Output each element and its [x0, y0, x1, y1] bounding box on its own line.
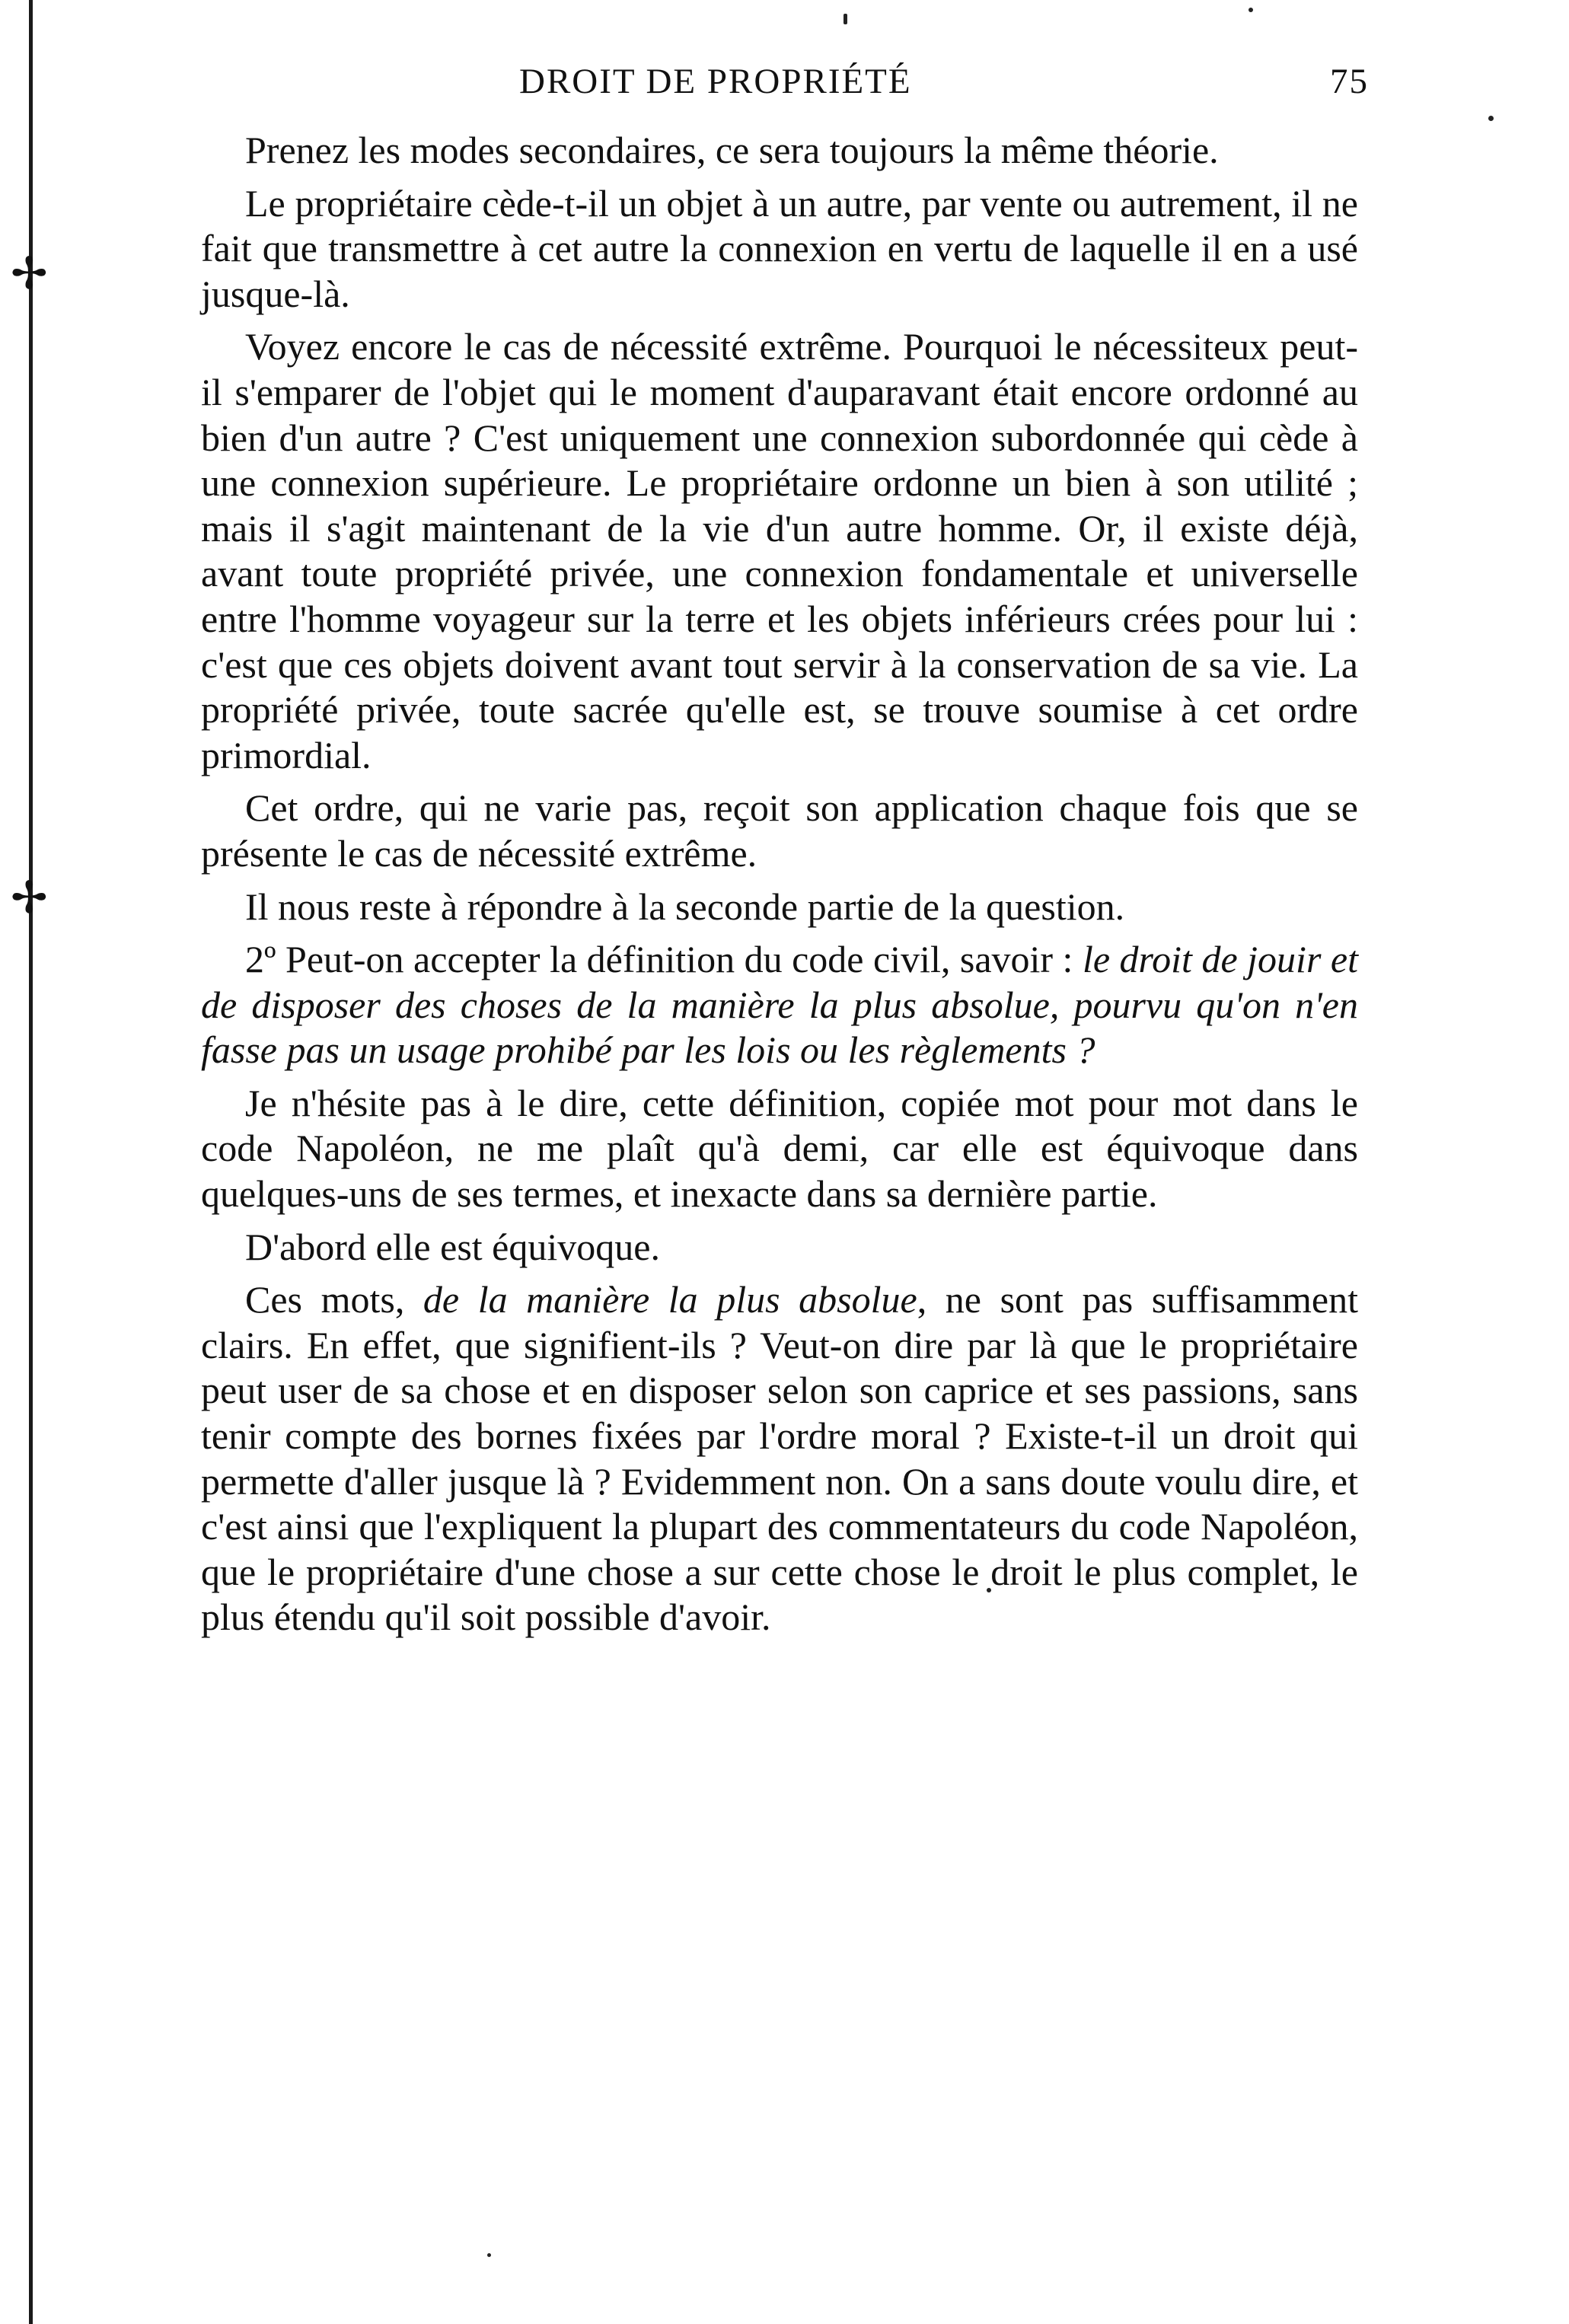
text-segment: , ne sont pas suffisamment clairs. En effet, que signifient-ils ? Veut-on dire par là que le propriétaire peut user de sa chose et en disposer selon son caprice et ses passions, sans tenir compte des bornes fixées par l'ordre moral ? Existe-t-il un droit qui permette d'aller jusque là ? Evidemment non. On a sans doute voulu dire, et c'est ainsi que l'expliquent la plupart des commentateurs du code Napoléon, que le propriétaire d'une chose a sur cette chose le droit le plus complet, le plus étendu qu'il soit possible d'avoir. — [201, 1278, 1358, 1639]
running-head — [196, 55, 1369, 108]
print-speck — [1249, 8, 1253, 12]
paragraph-p2 — [201, 181, 1358, 317]
margin-mark-icon: ✢ — [11, 872, 48, 923]
text-segment: Ces mots, — [245, 1278, 423, 1321]
text-segment: 2º Peut-on accepter la définition du code civil, savoir : — [245, 938, 1083, 981]
paragraph-p5 — [201, 885, 1358, 930]
text-segment: Le propriétaire cède-t-il un objet à un autre, par vente ou autrement, il ne fait que transmettre à cet autre la connexion en vertu de laquelle il en a usé jusque-là. — [201, 181, 1358, 315]
text-segment: Cet ordre, qui ne varie pas, reçoit son application chaque fois que se présente le cas de nécessité extrême. — [201, 786, 1358, 875]
print-speck — [487, 2253, 491, 2257]
page-number: 75 — [1330, 62, 1369, 101]
running-head-title: DROIT DE PROPRIÉTÉ — [519, 62, 912, 101]
margin-binding-line — [29, 0, 33, 2324]
paragraph-p3 — [201, 324, 1358, 778]
paragraph-p9 — [201, 1277, 1358, 1640]
paragraph-p6 — [201, 937, 1358, 1073]
print-speck — [1488, 116, 1494, 121]
text-segment: Voyez encore le cas de nécessité extrême. Pourquoi le nécessiteux peut-il s'emparer de l'objet qui le moment d'auparavant était encore ordonné au bien d'un autre ? C'est uniquement une connexion subordonnée qui cède à une connexion supérieure. Le propriétaire ordonne un bien à son utilité ; mais il s'agit maintenant de la vie d'un autre homme. Or, il existe déjà, avant toute propriété privée, une connexion fondamentale et universelle entre l'homme voyageur sur la terre et les objets inférieurs crées pour lui : c'est que ces objets doivent avant tout servir à la conservation de sa vie. La propriété privée, toute sacrée qu'elle est, se trouve soumise à cet ordre primordial. — [201, 325, 1358, 776]
text-segment: Je n'hésite pas à le dire, cette définition, copiée mot pour mot dans le code Napoléon, ne me plaît qu'à demi, car elle est équivoque dans quelques-uns de ses termes, et inexacte dans sa dernière partie. — [201, 1081, 1358, 1216]
paragraph-p4 — [201, 786, 1358, 876]
text-segment: Prenez les modes secondaires, ce sera toujours la même théorie. — [245, 129, 1219, 171]
italic-text: le droit de jouir et de disposer des choses de la manière la plus absolue, pourvu qu'on n'en fasse pas un usage prohibé par les lois ou les règlements ? — [201, 938, 1358, 1072]
text-segment: D'abord elle est équivoque. — [245, 1225, 660, 1268]
margin-mark-icon: ✢ — [11, 247, 48, 299]
text-segment: Il nous reste à répondre à la seconde partie de la question. — [245, 885, 1125, 928]
italic-text: de la manière la plus absolue — [423, 1278, 917, 1321]
paragraph-p8 — [201, 1225, 1358, 1270]
body-text — [201, 128, 1358, 1648]
paragraph-p1 — [201, 128, 1358, 174]
print-speck — [843, 14, 847, 24]
paragraph-p7 — [201, 1081, 1358, 1217]
